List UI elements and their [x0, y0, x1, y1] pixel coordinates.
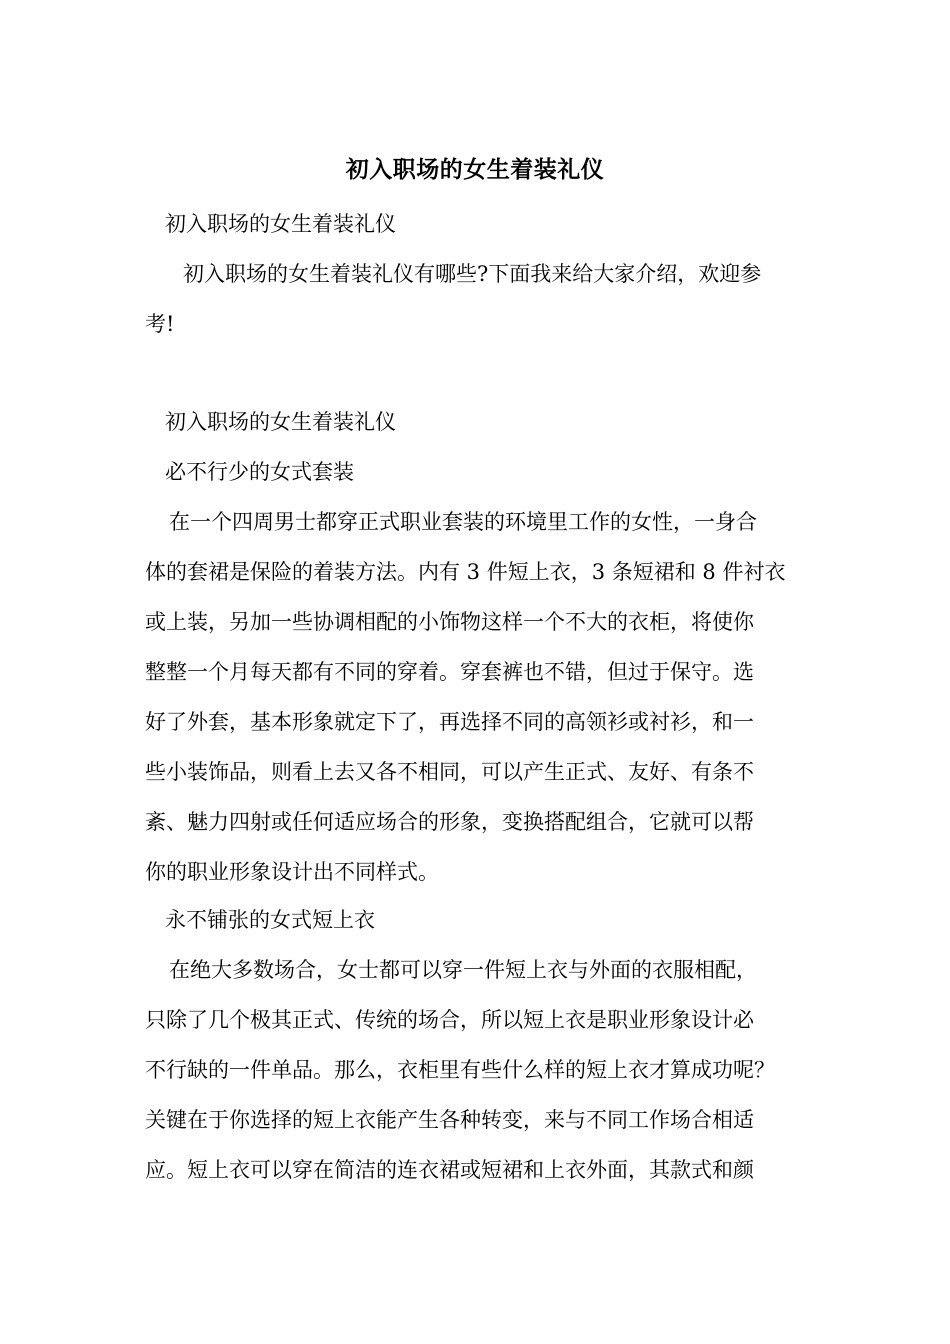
paragraph-line: 只除了几个极其正式、传统的场合，所以短上衣是职业形象设计必 [145, 1008, 754, 1032]
document-title: 初入职场的女生着装礼仪 [345, 156, 605, 183]
paragraph-line: 在绝大多数场合，女士都可以穿一件短上衣与外面的衣服相配， [169, 958, 757, 982]
paragraph-line: 你的职业形象设计出不同样式。 [145, 860, 439, 884]
subtitle: 初入职场的女生着装礼仪 [165, 410, 396, 434]
subtitle: 初入职场的女生着装礼仪 [165, 212, 396, 236]
paragraph-line: 些小装饰品，则看上去又各不相同，可以产生正式、友好、有条不 [145, 760, 754, 784]
paragraph-line: 不行缺的一件单品。那么，衣柜里有些什么样的短上衣才算成功呢？ [145, 1058, 775, 1082]
paragraph-line: 整整一个月每天都有不同的穿着。穿套裤也不错，但过于保守。选 [145, 660, 754, 684]
paragraph-line: 体的套裙是保险的着装方法。内有 3 件短上衣，3 条短裙和 8 件衬衣 [145, 560, 786, 584]
paragraph-line: 关键在于你选择的短上衣能产生各种转变，来与不同工作场合相适 [145, 1108, 754, 1132]
paragraph-line: 紊、魅力四射或任何适应场合的形象，变换搭配组合，它就可以帮 [145, 810, 754, 834]
paragraph-line: 或上装，另加一些协调相配的小饰物这样一个不大的衣柜，将使你 [145, 610, 754, 634]
paragraph-line: 好了外套，基本形象就定下了，再选择不同的高领衫或衬衫，和一 [145, 710, 754, 734]
intro-line: 初入职场的女生着装礼仪有哪些?下面我来给大家介绍，欢迎参 [183, 262, 762, 286]
paragraph-line: 应。短上衣可以穿在简洁的连衣裙或短裙和上衣外面，其款式和颜 [145, 1158, 754, 1182]
section-heading: 必不行少的女式套装 [165, 460, 354, 484]
intro-line: 考! [145, 312, 175, 336]
section-heading: 永不铺张的女式短上衣 [165, 908, 375, 932]
paragraph-line: 在一个四周男士都穿正式职业套装的环境里工作的女性，一身合 [169, 510, 757, 534]
